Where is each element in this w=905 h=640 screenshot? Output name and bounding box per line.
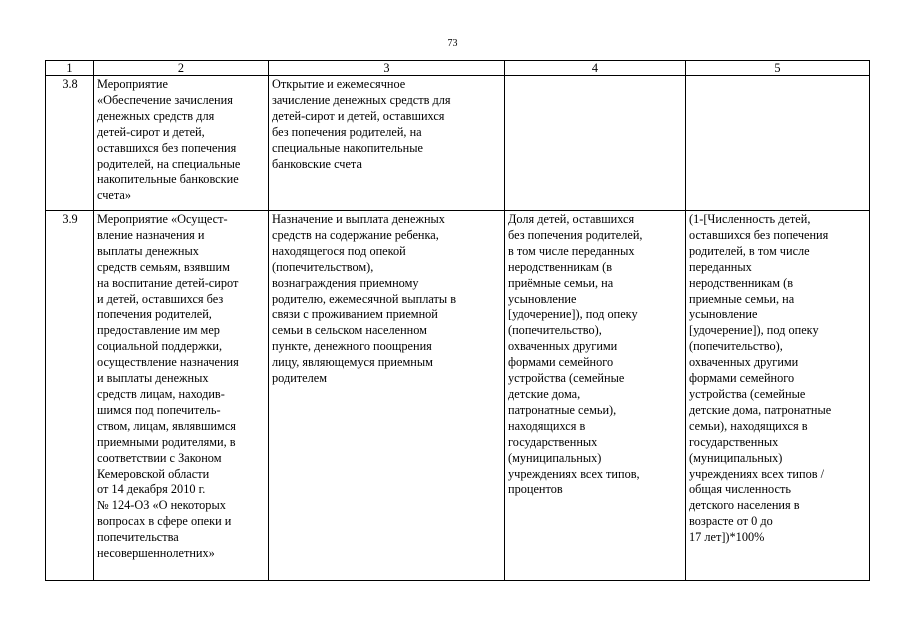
row-number: 3.9 bbox=[46, 211, 94, 581]
header-col-5: 5 bbox=[686, 61, 870, 76]
indicator-cell: Доля детей, оставшихся без попечения родителей, в том числе переданных неродственникам (в приёмные семьи, на усыновление [удочерение]), под опеку (попечительство), охваченных другими формами семейного устройства (семейные детские дома, патронатные семьи), находящихся в государственных (муниципальных) учреждениях всех типов, процентов bbox=[505, 211, 686, 581]
measure-description-cell: Открытие и ежемесячное зачисление денежных средств для детей-сирот и детей, оставшихся без попечения родителей, на специальные накопительные банковские счета bbox=[269, 76, 505, 211]
indicator-table bbox=[45, 60, 870, 581]
formula-cell bbox=[686, 76, 870, 211]
indicator-cell bbox=[505, 76, 686, 211]
page-number: 73 bbox=[447, 38, 458, 49]
table-row bbox=[46, 76, 870, 211]
row-number: 3.8 bbox=[46, 76, 94, 211]
measure-name-cell: Мероприятие «Осущест- вление назначения и выплаты денежных средств семьям, взявшим на воспитание детей-сирот и детей, оставшихся без попечения родителей, предоставление им мер социальной поддержки, осуществление назначения и выплаты денежных средств лицам, находив- шимся под попечитель- ством, лицам, являвшимся приемными родителями, в соответствии с Законом Кемеровской области от 14 декабря 2010 г. № 124-ОЗ «О некоторых вопросах в сфере опеки и попечительства несовершеннолетних» bbox=[94, 211, 269, 581]
measure-description-cell: Назначение и выплата денежных средств на содержание ребенка, находящегося под опекой (попечительством), вознаграждения приемному родителю, ежемесячной выплаты в связи с проживанием приемной семьи в сельском населенном пункте, денежного поощрения лицу, являющемуся приемным родителем bbox=[269, 211, 505, 581]
header-col-4: 4 bbox=[505, 61, 686, 76]
measure-name-cell: Мероприятие «Обеспечение зачисления денежных средств для детей-сирот и детей, оставшихся без попечения родителей, на специальные накопительные банковские счета» bbox=[94, 76, 269, 211]
table-row bbox=[46, 211, 870, 581]
formula-cell: (1-[Численность детей, оставшихся без попечения родителей, в том числе переданных неродственникам (в приемные семьи, на усыновление [удочерение]), под опеку (попечительство), охваченных другими формами семейного устройства (семейные детские дома, патронатные семьи), находящихся в государственных (муниципальных) учреждениях всех типов / общая численность детского населения в возрасте от 0 до 17 лет])*100% bbox=[686, 211, 870, 581]
table-header-row bbox=[46, 61, 870, 76]
header-col-2: 2 bbox=[94, 61, 269, 76]
header-col-1: 1 bbox=[46, 61, 94, 76]
header-col-3: 3 bbox=[269, 61, 505, 76]
